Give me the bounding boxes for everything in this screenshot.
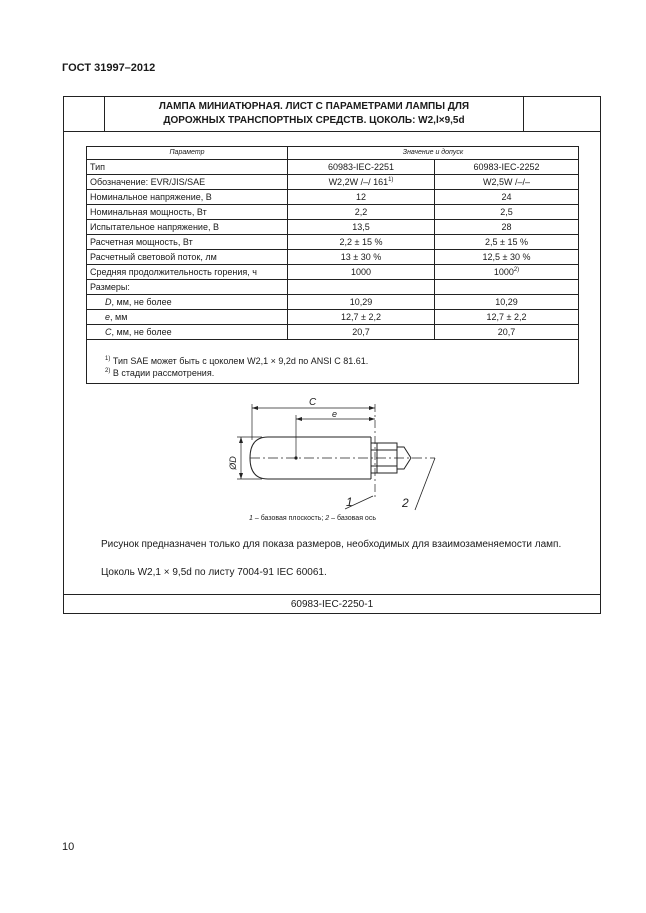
arrow [369, 417, 375, 421]
note-2-mark: 2) [105, 368, 111, 374]
value-cell: W2,5W /–/– [435, 175, 579, 190]
label-1: 1 [346, 495, 353, 509]
header-param: Параметр [87, 147, 288, 160]
param-var: e [105, 312, 111, 322]
paragraph-1: Рисунок предназначен только для показа размеров, необходимых для взаимозаменяемости ламп. [101, 539, 562, 550]
note-1-mark: 1) [105, 356, 111, 362]
note-1-text: Тип SAE может быть с цоколем W2,1 × 9,2d по ANSI C 81.61. [110, 356, 369, 366]
arrow [239, 473, 243, 479]
value-text: 1000 [493, 267, 514, 277]
value-cell: 2,2 [288, 205, 435, 220]
param-cell: Расчетная мощность, Вт [87, 235, 288, 250]
param-cell: Размеры: [87, 280, 288, 295]
value-text: W2,2W /–/ 161 [328, 177, 389, 187]
param-cell: Номинальная мощность, Вт [87, 205, 288, 220]
value-cell: 28 [435, 220, 579, 235]
arrow [252, 406, 258, 410]
param-text: , мм, не более [111, 297, 172, 307]
caption-text-2: – базовая ось [329, 515, 376, 522]
sheet-footer: 60983-IEC-2250-1 [64, 594, 600, 615]
footnote-ref: 1) [388, 177, 394, 183]
note-2-text: В стадии рассмотрения. [110, 368, 215, 378]
param-cell: Расчетный световой поток, лм [87, 250, 288, 265]
param-cell: Обозначение: EVR/JIS/SAE [87, 175, 288, 190]
value-cell: 2,5 ± 15 % [435, 235, 579, 250]
caption-text-1: – базовая плоскость; [252, 515, 326, 522]
arrow [369, 406, 375, 410]
param-cell: Средняя продолжительность горения, ч [87, 265, 288, 280]
value-cell: 13 ± 30 % [288, 250, 435, 265]
paragraph-2: Цоколь W2,1 × 9,5d по листу 7004-91 IEC 60061. [101, 567, 327, 578]
param-var: D [105, 297, 112, 307]
caption-num-1: 1 [249, 515, 253, 522]
label-e: e [332, 409, 338, 419]
title-line-1: ЛАМПА МИНИАТЮРНАЯ. ЛИСТ С ПАРАМЕТРАМИ ЛАМПЫ ДЛЯ [158, 101, 470, 112]
value-cell: 10,29 [288, 295, 435, 310]
param-cell: Тип [87, 160, 288, 175]
value-cell: 24 [435, 190, 579, 205]
arrow [296, 417, 302, 421]
title-line-2: ДОРОЖНЫХ ТРАНСПОРТНЫХ СРЕДСТВ. ЦОКОЛЬ: W2,l×9,5d [163, 115, 465, 126]
standard-number: ГОСТ 31997–2012 [62, 62, 156, 74]
label-d: ØD [228, 456, 238, 470]
caption-num-2: 2 [325, 515, 330, 522]
param-var: C [105, 327, 112, 337]
value-cell: 2,5 [435, 205, 579, 220]
axis-leader [415, 458, 435, 510]
param-cell: Испытательное напряжение, В [87, 220, 288, 235]
arrow [239, 437, 243, 443]
value-cell: 12 [288, 190, 435, 205]
value-cell: 20,7 [435, 325, 579, 340]
label-c: C [309, 397, 317, 408]
value-cell: 60983-IEC-2251 [288, 160, 435, 175]
page-number: 10 [62, 841, 75, 853]
value-cell: 12,5 ± 30 % [435, 250, 579, 265]
label-2: 2 [402, 496, 409, 510]
value-cell: 10,29 [435, 295, 579, 310]
value-cell: 13,5 [288, 220, 435, 235]
header-value: Значение и допуск [288, 147, 579, 160]
value-cell: 1000 [288, 265, 435, 280]
value-cell: 2,2 ± 15 % [288, 235, 435, 250]
param-text: , мм [110, 312, 128, 322]
filament-point [294, 456, 297, 459]
footnote-ref: 2) [513, 267, 520, 273]
value-cell: 12,7 ± 2,2 [288, 310, 435, 325]
value-cell: 60983-IEC-2252 [435, 160, 579, 175]
param-cell: Номинальное напряжение, В [87, 190, 288, 205]
value-cell: 20,7 [288, 325, 435, 340]
value-cell: 12,7 ± 2,2 [435, 310, 579, 325]
param-text: , мм, не более [111, 327, 172, 337]
